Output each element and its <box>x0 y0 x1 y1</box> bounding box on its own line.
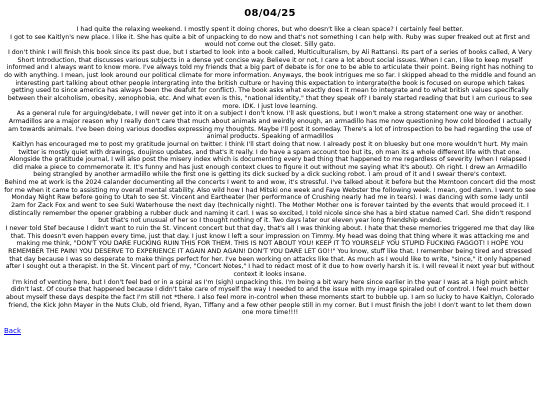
entry-paragraph-7: Behind me at work is the 2024 calander documenting all the concerts I went to and wow, it's stressful. I've talked about it before but the Mxmtoon concert did the most for me when it came to assisting my overall mental stability. Also wild how I had Mitski one week and Faye Webster the following week. I mean, god damn. I went to see Monday Night Raw before going to Utah to see St. Vincent and Eartheater (her performance of Crushing nearly had me in tears). I was dancing with some lady until 2am for Zack Fox and went to see Suki Waterhouse the next day (technically night). The Mother Mother one is forever tainted by the events that would proceed it. I distincally remember the opener grabbing a rubber duck and naming it carl. I was so excited, I told nicole since she has a bird statue named Carl. She didn't respond but that's not unusual of her so I thought nothing of it. Two days later our eleven year long friendship ended. <box>4 179 536 225</box>
journal-entry-body <box>4 26 536 317</box>
entry-paragraph-9: I'm kind of venting here, but I don't feel bad or in a spiral as I'm (sigh) unpacking this. I'm being a bit wary here since earlier in the year I was at a high point which didn't last. Of course that happened because I didn't take care of myself the way I needed to and the issue with my image spiraled out of control. I feel much better about myself these days despite the fact I'm still not *there. I also feel more in-control when these moments start to bubble up. I am so lucky to have Kaitlyn, Colorado friend, the Kick John Mayer in the Nuts Club, old friend, Ryan, Tiffany and a few other people still in my corner. But I must finish the job! I don't want to let them down one more time!!!! <box>5 278 535 317</box>
entry-paragraph-4: As a general rule for arguing/debate, I will never get into it on a subject I don't know. I'll ask questions, but I won't make a strong statement one way or another. <box>16 110 524 118</box>
back-link-container <box>4 327 536 336</box>
entry-paragraph-2: I got to see Kaitlyn's new place. I like it. She has quite a bit of unpacking to do now and that's not something I can help with. Ruby was super freaked out at first and would not come out the closet. Silly gato. <box>10 33 530 49</box>
entry-paragraph-3: I don't think I will finish this book since its past due, but I started to look into a book called, Multiculturalism, by Ali Rattansi. Its part of a series of books called, A Very Short Introduction, that discusses various subjects in a dense yet concise way. Believe it or not, I care a lot about social issues. When I can, I like to keep myself informed and I always want to know more. I've always told my friends that a big part of debate is for one to be able to articulate their point. Being right has nothing to do with anything. I mean, just look around our political climate for more information. Anyways, the book intrigues me so far. I skipped ahead to the middle and found an interesting part talking about other people intergrating into the british culture or having this expectation to intergrate(the book is focused on europe which takes getting used to since america has always been the deafult for conflict). The book asks what exactly does it mean to integrate and to what british values specifically between their alcoholism, obesity, xenophobia, etc. And what even is this, "national identity," that they speak of? I barely started reading that but I am curious to see more. IDK. I just love learning. <box>4 48 536 110</box>
entry-date-title: 08/04/25 <box>244 8 296 19</box>
back-link[interactable]: Back <box>4 326 21 335</box>
entry-paragraph-8: I never told Stef because I didn't want to ruin the St. Vincent concert but that day, that's all I was thinking about. I hate that these memories triggered me that day like that. This doesn't even happen every time, just that day. I just know I left a sour impression on Timmy. My head was doing that thing where it was attacking me and making me think, "DON'T YOU DARE FUCKING RUIN THIS FOR THEM. THIS IS NOT ABOUT YOU! KEEP IT TO YOURSELF YOU STUPID FUCKING FAGGOT! I HOPE YOU REMEMBER THE PAIN! YOU DESERVE TO EXPERIENCE IT AGAIN AND AGAIN! DON'T YOU DARE LET GO!!" You know, stuff like that. I remember being tired and stressed that day because I was so desperate to make things perfect for her. I've been working on attacks like that. As much as I would like to write, "since," it only happened after I sought out a therapist. In the St. Vincent part of my, "Concert Notes," I had to redact most of it due to how overly harsh it is. I will reveal it next year but without context it looks insane. <box>5 225 535 278</box>
entry-paragraph-6: Kaitlyn has encouraged me to post my gratitude journal on twitter. I think I'll start doing that now. I already post it on bluesky but one more wouldn't hurt. My main twitter is mostly quiet with drawings, doujinso updates, and that's it really. I do have a spam account too but its, oh man its a whole different life with that one. Alongside the gratitude journal, I will also post the misery index which is documenting every bad thing that happened to me regardless of severity (when I relapsed I did make a piece to commemorate it. It's funny and has just enough context clues to figure it out without me saying what it's about). Oh right. I drew an Armadillo being strangled by another armadillo while the first one is getting its dick sucked by a dick sucking robot. I am proud of it and I swear there's context. <box>9 140 531 179</box>
entry-paragraph-1: I had quite the relaxing weekend. I mostly spent it doing chores, but who doesn't like a clean space? I certainly feel better. <box>76 26 464 33</box>
entry-paragraph-5: Armadillos are a major reason why I really don't care that much about animals and weirdly enough, an armadillo has me now questioning how cold blooded I actually am towards animals. I've been doing various doodles expressing my thoughts. Maybe I'll post it someday. There's a lot of introspection to be had regarding the use of animal products. Speaking of armadillos <box>8 117 532 141</box>
